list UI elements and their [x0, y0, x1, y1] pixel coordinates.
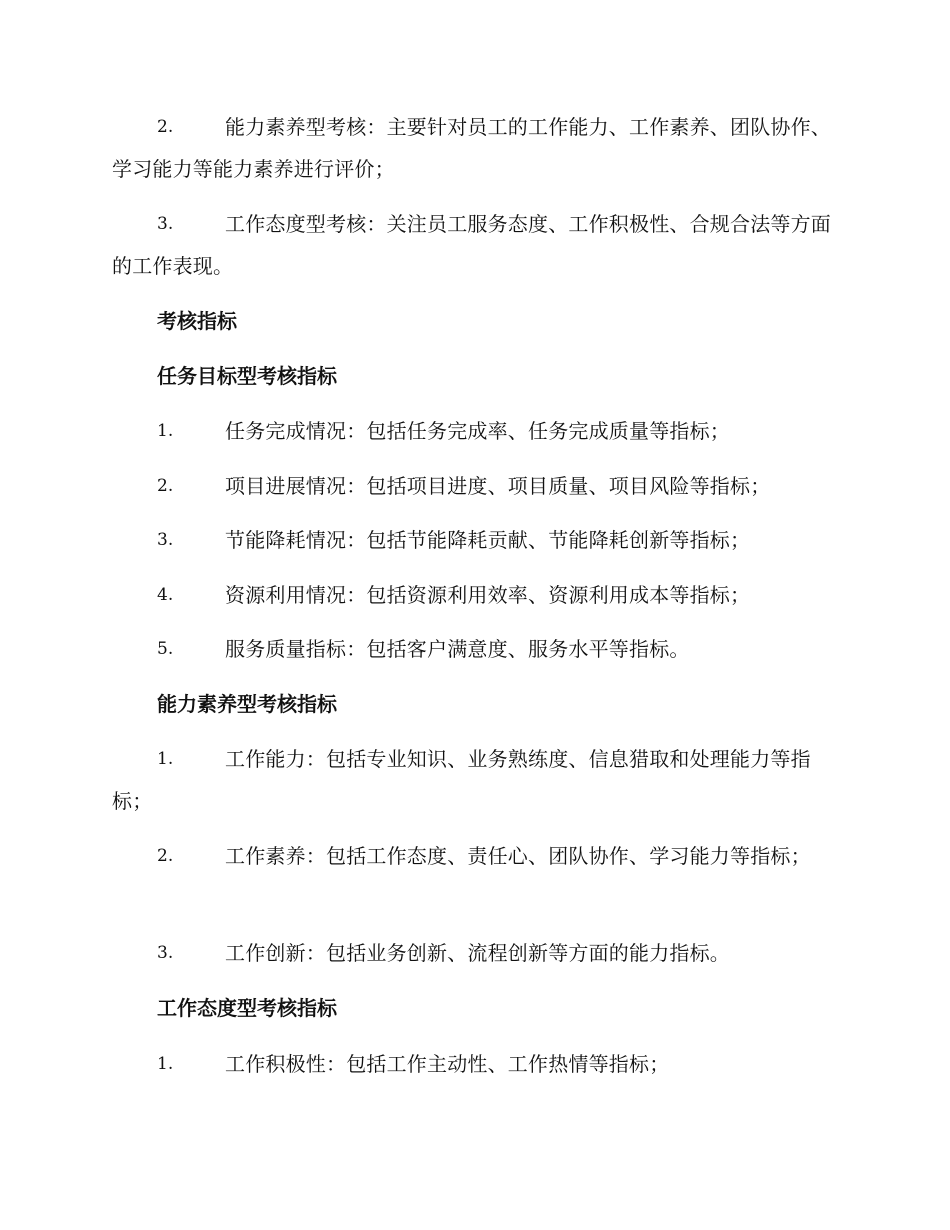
list-number: 3.	[157, 214, 174, 234]
list-text: 节能降耗情况：包括节能降耗贡献、节能降耗创新等指标；	[225, 528, 751, 552]
list-number: 2.	[157, 476, 174, 496]
list-number: 1.	[157, 421, 174, 441]
list-item	[112, 203, 836, 287]
list-number: 3.	[157, 943, 174, 963]
list-text: 任务完成情况：包括任务完成率、任务完成质量等指标；	[225, 419, 730, 443]
list-text: 工作素养：包括工作态度、责任心、团队协作、学习能力等指标；	[225, 844, 811, 868]
subsection-title-attitude: 工作态度型考核指标	[157, 996, 337, 1020]
list-text: 工作态度型考核：关注员工服务态度、工作积极性、合规合法等方面的工作表现。	[112, 212, 831, 278]
list-text: 能力素养型考核：主要针对员工的工作能力、工作素养、团队协作、学习能力等能力素养进行评价；	[112, 115, 831, 181]
list-number: 3.	[157, 530, 174, 550]
list-item	[112, 738, 836, 822]
list-item	[112, 1043, 836, 1085]
list-number: 1.	[157, 749, 174, 769]
list-item	[112, 628, 836, 670]
list-number: 5.	[157, 639, 174, 659]
list-item	[112, 410, 836, 452]
list-item	[112, 519, 836, 561]
list-item	[112, 465, 836, 507]
section-title: 考核指标	[157, 309, 237, 333]
list-text: 服务质量指标：包括客户满意度、服务水平等指标。	[225, 637, 690, 661]
list-number: 2.	[157, 117, 174, 137]
list-text: 工作能力：包括专业知识、业务熟练度、信息猎取和处理能力等指标；	[112, 747, 811, 813]
list-item	[112, 106, 836, 190]
subsection-title-task: 任务目标型考核指标	[157, 364, 337, 388]
list-number: 2.	[157, 846, 174, 866]
list-number: 1.	[157, 1054, 174, 1074]
list-number: 4.	[157, 585, 174, 605]
subsection-title-ability: 能力素养型考核指标	[157, 692, 337, 716]
list-text: 工作创新：包括业务创新、流程创新等方面的能力指标。	[225, 941, 730, 965]
list-text: 工作积极性：包括工作主动性、工作热情等指标；	[225, 1052, 670, 1076]
list-text: 项目进展情况：包括项目进度、项目质量、项目风险等指标；	[225, 474, 771, 498]
list-item	[112, 574, 836, 616]
list-item	[112, 835, 836, 877]
list-text: 资源利用情况：包括资源利用效率、资源利用成本等指标；	[225, 583, 751, 607]
list-item	[112, 932, 836, 974]
